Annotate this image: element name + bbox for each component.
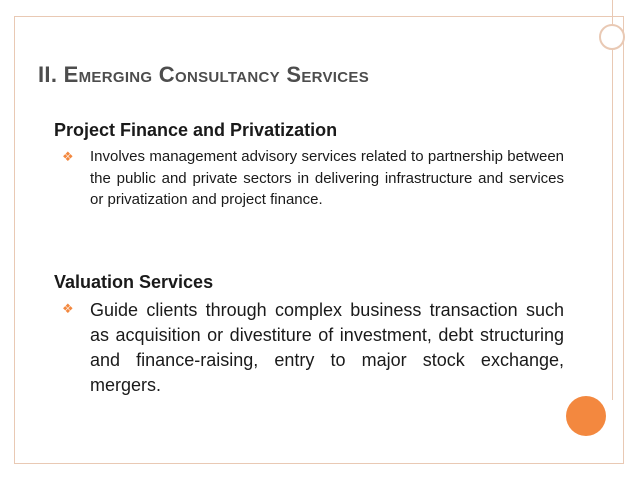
bullet-item [54, 298, 564, 398]
bullet-text: Guide clients through complex business transaction such as acquisition or divestiture of investment, debt structuring and finance-raising, entry to major stock exchange, mergers. [90, 300, 564, 395]
section-project-finance [54, 118, 564, 211]
bullet-item [54, 146, 564, 211]
bullet-text: Involves management advisory services related to partnership between the public and private sectors in delivering infrastructure and services or privatization and project finance. [90, 148, 564, 208]
bullet-ornament-icon: ❖ [62, 150, 74, 165]
bullet-ornament-icon: ❖ [62, 302, 74, 317]
decorative-orange-circle [566, 396, 606, 436]
section-heading: Valuation Services [54, 272, 214, 292]
decorative-small-circle [599, 24, 625, 50]
slide-title: II. Emerging Consultancy Services [38, 62, 369, 87]
section-heading: Project Finance and Privatization [54, 120, 338, 140]
section-valuation-services [54, 270, 564, 398]
decorative-vertical-line [612, 0, 613, 400]
